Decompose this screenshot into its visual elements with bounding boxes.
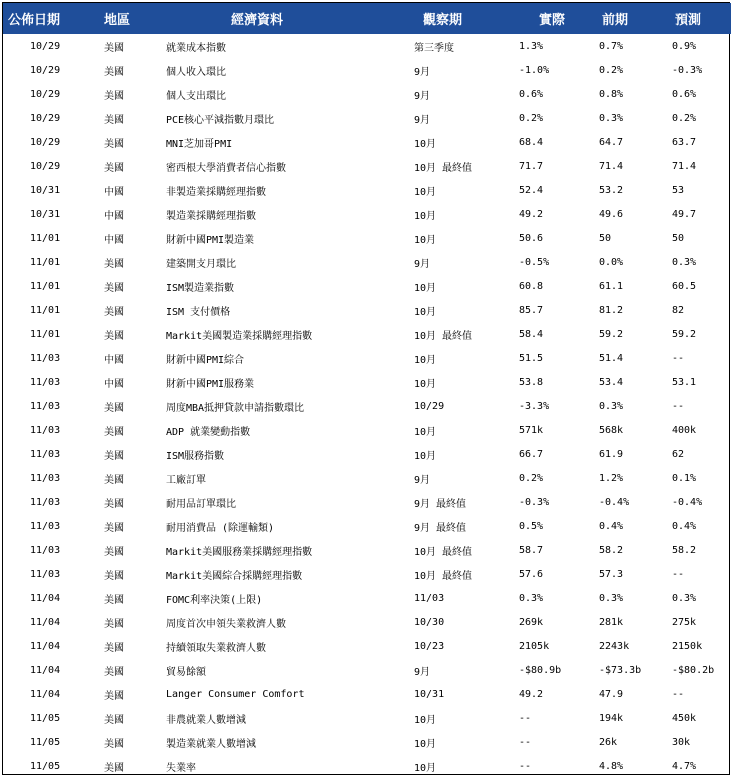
cell-region: 美國 (104, 114, 124, 126)
cell-actual: -- (519, 760, 532, 772)
cell-indicator: 貿易餘額 (166, 666, 206, 678)
cell-actual: 71.7 (519, 160, 544, 172)
cell-indicator: 財新中國PMI製造業 (166, 234, 255, 246)
cell-actual: 60.8 (519, 280, 544, 292)
cell-region: 美國 (104, 282, 124, 294)
cell-period: 9月 (414, 474, 431, 486)
table-row (3, 514, 731, 538)
cell-actual: -3.3% (519, 400, 550, 412)
cell-forecast: -0.3% (672, 64, 703, 76)
cell-previous: 51.4 (599, 352, 624, 364)
cell-indicator: Markit美國製造業採購經理指數 (166, 330, 313, 342)
cell-previous: 61.9 (599, 448, 624, 460)
cell-indicator: 財新中國PMI綜合 (166, 354, 245, 366)
header-period: 觀察期 (423, 13, 463, 28)
cell-region: 美國 (104, 666, 124, 678)
cell-forecast: 0.3% (672, 592, 697, 604)
cell-forecast: 82 (672, 304, 685, 316)
cell-previous: 1.2% (599, 472, 624, 484)
cell-indicator: 非製造業採購經理指數 (166, 186, 266, 198)
cell-actual: 0.2% (519, 472, 544, 484)
cell-region: 美國 (104, 42, 124, 54)
cell-indicator: 個人支出環比 (166, 90, 226, 102)
cell-date: 11/03 (30, 376, 61, 388)
cell-indicator: 持續領取失業救濟人數 (166, 642, 266, 654)
cell-forecast: 0.9% (672, 40, 697, 52)
cell-indicator: 失業率 (166, 762, 196, 774)
cell-indicator: 個人收入環比 (166, 66, 226, 78)
cell-forecast: 62 (672, 448, 685, 460)
cell-indicator: 就業成本指數 (166, 42, 226, 54)
table-header (3, 3, 731, 34)
cell-indicator: 耐用消費品 (除運輸類) (166, 522, 275, 534)
cell-date: 11/03 (30, 568, 61, 580)
cell-date: 11/03 (30, 424, 61, 436)
cell-date: 10/29 (30, 88, 61, 100)
table-row (3, 106, 731, 130)
cell-indicator: 周度MBA抵押貸款申請指數環比 (166, 402, 305, 414)
cell-previous: 194k (599, 712, 624, 724)
cell-previous: 0.0% (599, 256, 624, 268)
cell-region: 美國 (104, 306, 124, 318)
cell-actual: 85.7 (519, 304, 544, 316)
cell-forecast: -- (672, 688, 685, 700)
cell-forecast: 0.2% (672, 112, 697, 124)
cell-region: 美國 (104, 738, 124, 750)
table-row (3, 58, 731, 82)
cell-forecast: -$80.2b (672, 664, 715, 676)
cell-previous: 71.4 (599, 160, 624, 172)
cell-previous: 0.3% (599, 400, 624, 412)
cell-previous: 4.8% (599, 760, 624, 772)
cell-region: 美國 (104, 498, 124, 510)
cell-period: 10/29 (414, 400, 445, 412)
cell-date: 11/04 (30, 616, 61, 628)
cell-previous: 0.2% (599, 64, 624, 76)
cell-date: 11/01 (30, 280, 61, 292)
cell-region: 美國 (104, 642, 124, 654)
cell-date: 10/29 (30, 136, 61, 148)
cell-region: 中國 (104, 186, 124, 198)
cell-period: 9月 最終值 (414, 498, 467, 510)
cell-region: 中國 (104, 378, 124, 390)
cell-region: 美國 (104, 138, 124, 150)
header-forecast: 預測 (675, 13, 702, 28)
cell-region: 美國 (104, 402, 124, 414)
cell-period: 9月 (414, 90, 431, 102)
cell-region: 美國 (104, 474, 124, 486)
cell-actual: 49.2 (519, 208, 544, 220)
cell-forecast: 60.5 (672, 280, 697, 292)
cell-date: 10/29 (30, 160, 61, 172)
cell-previous: 281k (599, 616, 624, 628)
cell-actual: -- (519, 736, 532, 748)
cell-actual: 50.6 (519, 232, 544, 244)
header-region: 地區 (104, 13, 131, 28)
cell-forecast: 53.1 (672, 376, 697, 388)
cell-forecast: 59.2 (672, 328, 697, 340)
cell-previous: 64.7 (599, 136, 624, 148)
cell-forecast: 30k (672, 736, 691, 748)
cell-indicator: 製造業就業人數增減 (166, 738, 256, 750)
cell-date: 11/04 (30, 664, 61, 676)
cell-forecast: 2150k (672, 640, 703, 652)
cell-date: 11/01 (30, 232, 61, 244)
cell-date: 11/03 (30, 496, 61, 508)
cell-date: 11/03 (30, 472, 61, 484)
economic-calendar-table (3, 3, 731, 778)
cell-previous: 49.6 (599, 208, 624, 220)
cell-period: 10月 (414, 282, 437, 294)
table-row (3, 394, 731, 418)
cell-period: 10月 最終值 (414, 546, 473, 558)
table-row (3, 586, 731, 610)
cell-period: 10月 (414, 138, 437, 150)
table-row (3, 538, 731, 562)
cell-actual: 52.4 (519, 184, 544, 196)
cell-period: 10月 (414, 738, 437, 750)
cell-date: 11/05 (30, 712, 61, 724)
cell-indicator: 耐用品訂單環比 (166, 498, 236, 510)
table-row (3, 634, 731, 658)
cell-period: 10月 (414, 234, 437, 246)
cell-date: 11/05 (30, 760, 61, 772)
cell-forecast: -- (672, 568, 685, 580)
table-row (3, 658, 731, 682)
cell-previous: 2243k (599, 640, 630, 652)
cell-actual: 0.6% (519, 88, 544, 100)
cell-region: 美國 (104, 330, 124, 342)
cell-actual: 571k (519, 424, 544, 436)
cell-actual: 0.3% (519, 592, 544, 604)
cell-forecast: 400k (672, 424, 697, 436)
cell-period: 10月 (414, 354, 437, 366)
cell-previous: 57.3 (599, 568, 624, 580)
cell-actual: 58.4 (519, 328, 544, 340)
cell-forecast: 50 (672, 232, 685, 244)
header-row (3, 3, 731, 34)
cell-indicator: Langer Consumer Comfort (166, 688, 305, 700)
table-body (3, 34, 731, 778)
cell-previous: 53.4 (599, 376, 624, 388)
cell-region: 美國 (104, 570, 124, 582)
cell-forecast: 450k (672, 712, 697, 724)
cell-actual: -0.5% (519, 256, 550, 268)
table-row (3, 730, 731, 754)
cell-date: 11/05 (30, 736, 61, 748)
table-row (3, 298, 731, 322)
cell-date: 10/31 (30, 184, 61, 196)
cell-previous: 50 (599, 232, 612, 244)
cell-indicator: PCE核心平減指數月環比 (166, 114, 275, 126)
cell-forecast: -- (672, 400, 685, 412)
cell-indicator: ISM製造業指數 (166, 282, 235, 294)
cell-previous: -0.4% (599, 496, 630, 508)
economic-calendar-frame (2, 2, 730, 775)
cell-actual: 68.4 (519, 136, 544, 148)
cell-date: 10/31 (30, 208, 61, 220)
table-row (3, 322, 731, 346)
cell-date: 11/04 (30, 688, 61, 700)
cell-region: 美國 (104, 90, 124, 102)
cell-previous: 568k (599, 424, 624, 436)
cell-indicator: 製造業採購經理指數 (166, 210, 256, 222)
cell-actual: 53.8 (519, 376, 544, 388)
table-row (3, 202, 731, 226)
cell-indicator: Markit美國服務業採購經理指數 (166, 546, 313, 558)
cell-forecast: 71.4 (672, 160, 697, 172)
header-previous: 前期 (602, 13, 629, 28)
cell-period: 第三季度 (414, 42, 454, 54)
cell-previous: 47.9 (599, 688, 624, 700)
cell-period: 10月 (414, 186, 437, 198)
cell-previous: 61.1 (599, 280, 624, 292)
cell-actual: 269k (519, 616, 544, 628)
cell-region: 美國 (104, 522, 124, 534)
cell-period: 10月 (414, 450, 437, 462)
cell-period: 9月 (414, 258, 431, 270)
cell-indicator: 周度首次申領失業救濟人數 (166, 618, 286, 630)
cell-region: 美國 (104, 714, 124, 726)
header-actual: 實際 (539, 13, 566, 28)
cell-period: 9月 (414, 114, 431, 126)
cell-forecast: 0.4% (672, 520, 697, 532)
cell-actual: -0.3% (519, 496, 550, 508)
cell-forecast: 4.7% (672, 760, 697, 772)
cell-period: 10月 最終值 (414, 330, 473, 342)
table-row (3, 418, 731, 442)
cell-region: 中國 (104, 210, 124, 222)
table-row (3, 130, 731, 154)
table-row (3, 346, 731, 370)
header-date: 公佈日期 (8, 13, 61, 28)
cell-region: 美國 (104, 594, 124, 606)
cell-indicator: 非農就業人數增減 (166, 714, 246, 726)
cell-actual: 51.5 (519, 352, 544, 364)
cell-forecast: 58.2 (672, 544, 697, 556)
cell-region: 中國 (104, 234, 124, 246)
cell-previous: 0.4% (599, 520, 624, 532)
table-row (3, 178, 731, 202)
cell-region: 美國 (104, 762, 124, 774)
table-row (3, 154, 731, 178)
cell-region: 美國 (104, 690, 124, 702)
cell-region: 美國 (104, 450, 124, 462)
table-row (3, 682, 731, 706)
cell-forecast: 0.6% (672, 88, 697, 100)
cell-period: 10月 (414, 714, 437, 726)
cell-actual: 57.6 (519, 568, 544, 580)
table-row (3, 250, 731, 274)
cell-period: 10/30 (414, 616, 445, 628)
cell-previous: 0.7% (599, 40, 624, 52)
cell-indicator: ISM服務指數 (166, 450, 225, 462)
cell-actual: 58.7 (519, 544, 544, 556)
cell-period: 9月 最終值 (414, 522, 467, 534)
cell-date: 11/01 (30, 328, 61, 340)
cell-indicator: FOMC利率決策(上限) (166, 594, 263, 606)
cell-actual: 1.3% (519, 40, 544, 52)
cell-forecast: 53 (672, 184, 685, 196)
cell-indicator: ADP 就業變動指數 (166, 426, 251, 438)
cell-period: 10月 (414, 426, 437, 438)
cell-forecast: -- (672, 352, 685, 364)
cell-previous: 0.8% (599, 88, 624, 100)
cell-previous: 26k (599, 736, 618, 748)
cell-region: 美國 (104, 426, 124, 438)
table-row (3, 562, 731, 586)
cell-previous: 0.3% (599, 592, 624, 604)
cell-period: 9月 (414, 666, 431, 678)
cell-indicator: 密西根大學消費者信心指數 (166, 162, 286, 174)
cell-date: 11/03 (30, 352, 61, 364)
cell-period: 9月 (414, 66, 431, 78)
cell-date: 11/01 (30, 304, 61, 316)
cell-date: 11/03 (30, 544, 61, 556)
cell-period: 10月 (414, 306, 437, 318)
cell-period: 10/23 (414, 640, 445, 652)
cell-date: 10/29 (30, 112, 61, 124)
cell-region: 中國 (104, 354, 124, 366)
cell-forecast: 0.1% (672, 472, 697, 484)
cell-previous: 81.2 (599, 304, 624, 316)
cell-indicator: ISM 支付價格 (166, 306, 231, 318)
cell-actual: 0.5% (519, 520, 544, 532)
table-row (3, 466, 731, 490)
cell-period: 10月 (414, 210, 437, 222)
table-row (3, 754, 731, 778)
cell-indicator: 財新中國PMI服務業 (166, 378, 255, 390)
cell-actual: 49.2 (519, 688, 544, 700)
cell-region: 美國 (104, 66, 124, 78)
header-indicator: 經濟資料 (231, 13, 284, 28)
cell-previous: 0.3% (599, 112, 624, 124)
table-row (3, 370, 731, 394)
cell-forecast: 275k (672, 616, 697, 628)
cell-date: 11/03 (30, 448, 61, 460)
cell-actual: 0.2% (519, 112, 544, 124)
cell-period: 11/03 (414, 592, 445, 604)
table-row (3, 442, 731, 466)
cell-actual: -1.0% (519, 64, 550, 76)
cell-date: 10/29 (30, 40, 61, 52)
table-row (3, 274, 731, 298)
cell-region: 美國 (104, 162, 124, 174)
table-row (3, 34, 731, 58)
cell-actual: 2105k (519, 640, 550, 652)
cell-indicator: MNI芝加哥PMI (166, 138, 233, 150)
cell-date: 11/03 (30, 520, 61, 532)
cell-date: 11/01 (30, 256, 61, 268)
cell-region: 美國 (104, 618, 124, 630)
cell-previous: 53.2 (599, 184, 624, 196)
cell-forecast: 49.7 (672, 208, 697, 220)
cell-region: 美國 (104, 258, 124, 270)
cell-indicator: 工廠訂單 (166, 474, 206, 486)
cell-actual: 66.7 (519, 448, 544, 460)
cell-forecast: 63.7 (672, 136, 697, 148)
cell-actual: -$80.9b (519, 664, 562, 676)
cell-previous: -$73.3b (599, 664, 642, 676)
cell-forecast: 0.3% (672, 256, 697, 268)
table-row (3, 490, 731, 514)
cell-indicator: Markit美國綜合採購經理指數 (166, 570, 303, 582)
table-row (3, 82, 731, 106)
cell-previous: 58.2 (599, 544, 624, 556)
cell-period: 10月 (414, 762, 437, 774)
cell-previous: 59.2 (599, 328, 624, 340)
cell-period: 10月 最終值 (414, 570, 473, 582)
cell-actual: -- (519, 712, 532, 724)
table-row (3, 610, 731, 634)
cell-region: 美國 (104, 546, 124, 558)
table-row (3, 226, 731, 250)
cell-period: 10月 (414, 378, 437, 390)
cell-date: 11/03 (30, 400, 61, 412)
cell-forecast: -0.4% (672, 496, 703, 508)
cell-date: 11/04 (30, 592, 61, 604)
cell-period: 10/31 (414, 688, 445, 700)
cell-date: 10/29 (30, 64, 61, 76)
cell-date: 11/04 (30, 640, 61, 652)
cell-period: 10月 最終值 (414, 162, 473, 174)
cell-indicator: 建築開支月環比 (166, 258, 236, 270)
table-row (3, 706, 731, 730)
